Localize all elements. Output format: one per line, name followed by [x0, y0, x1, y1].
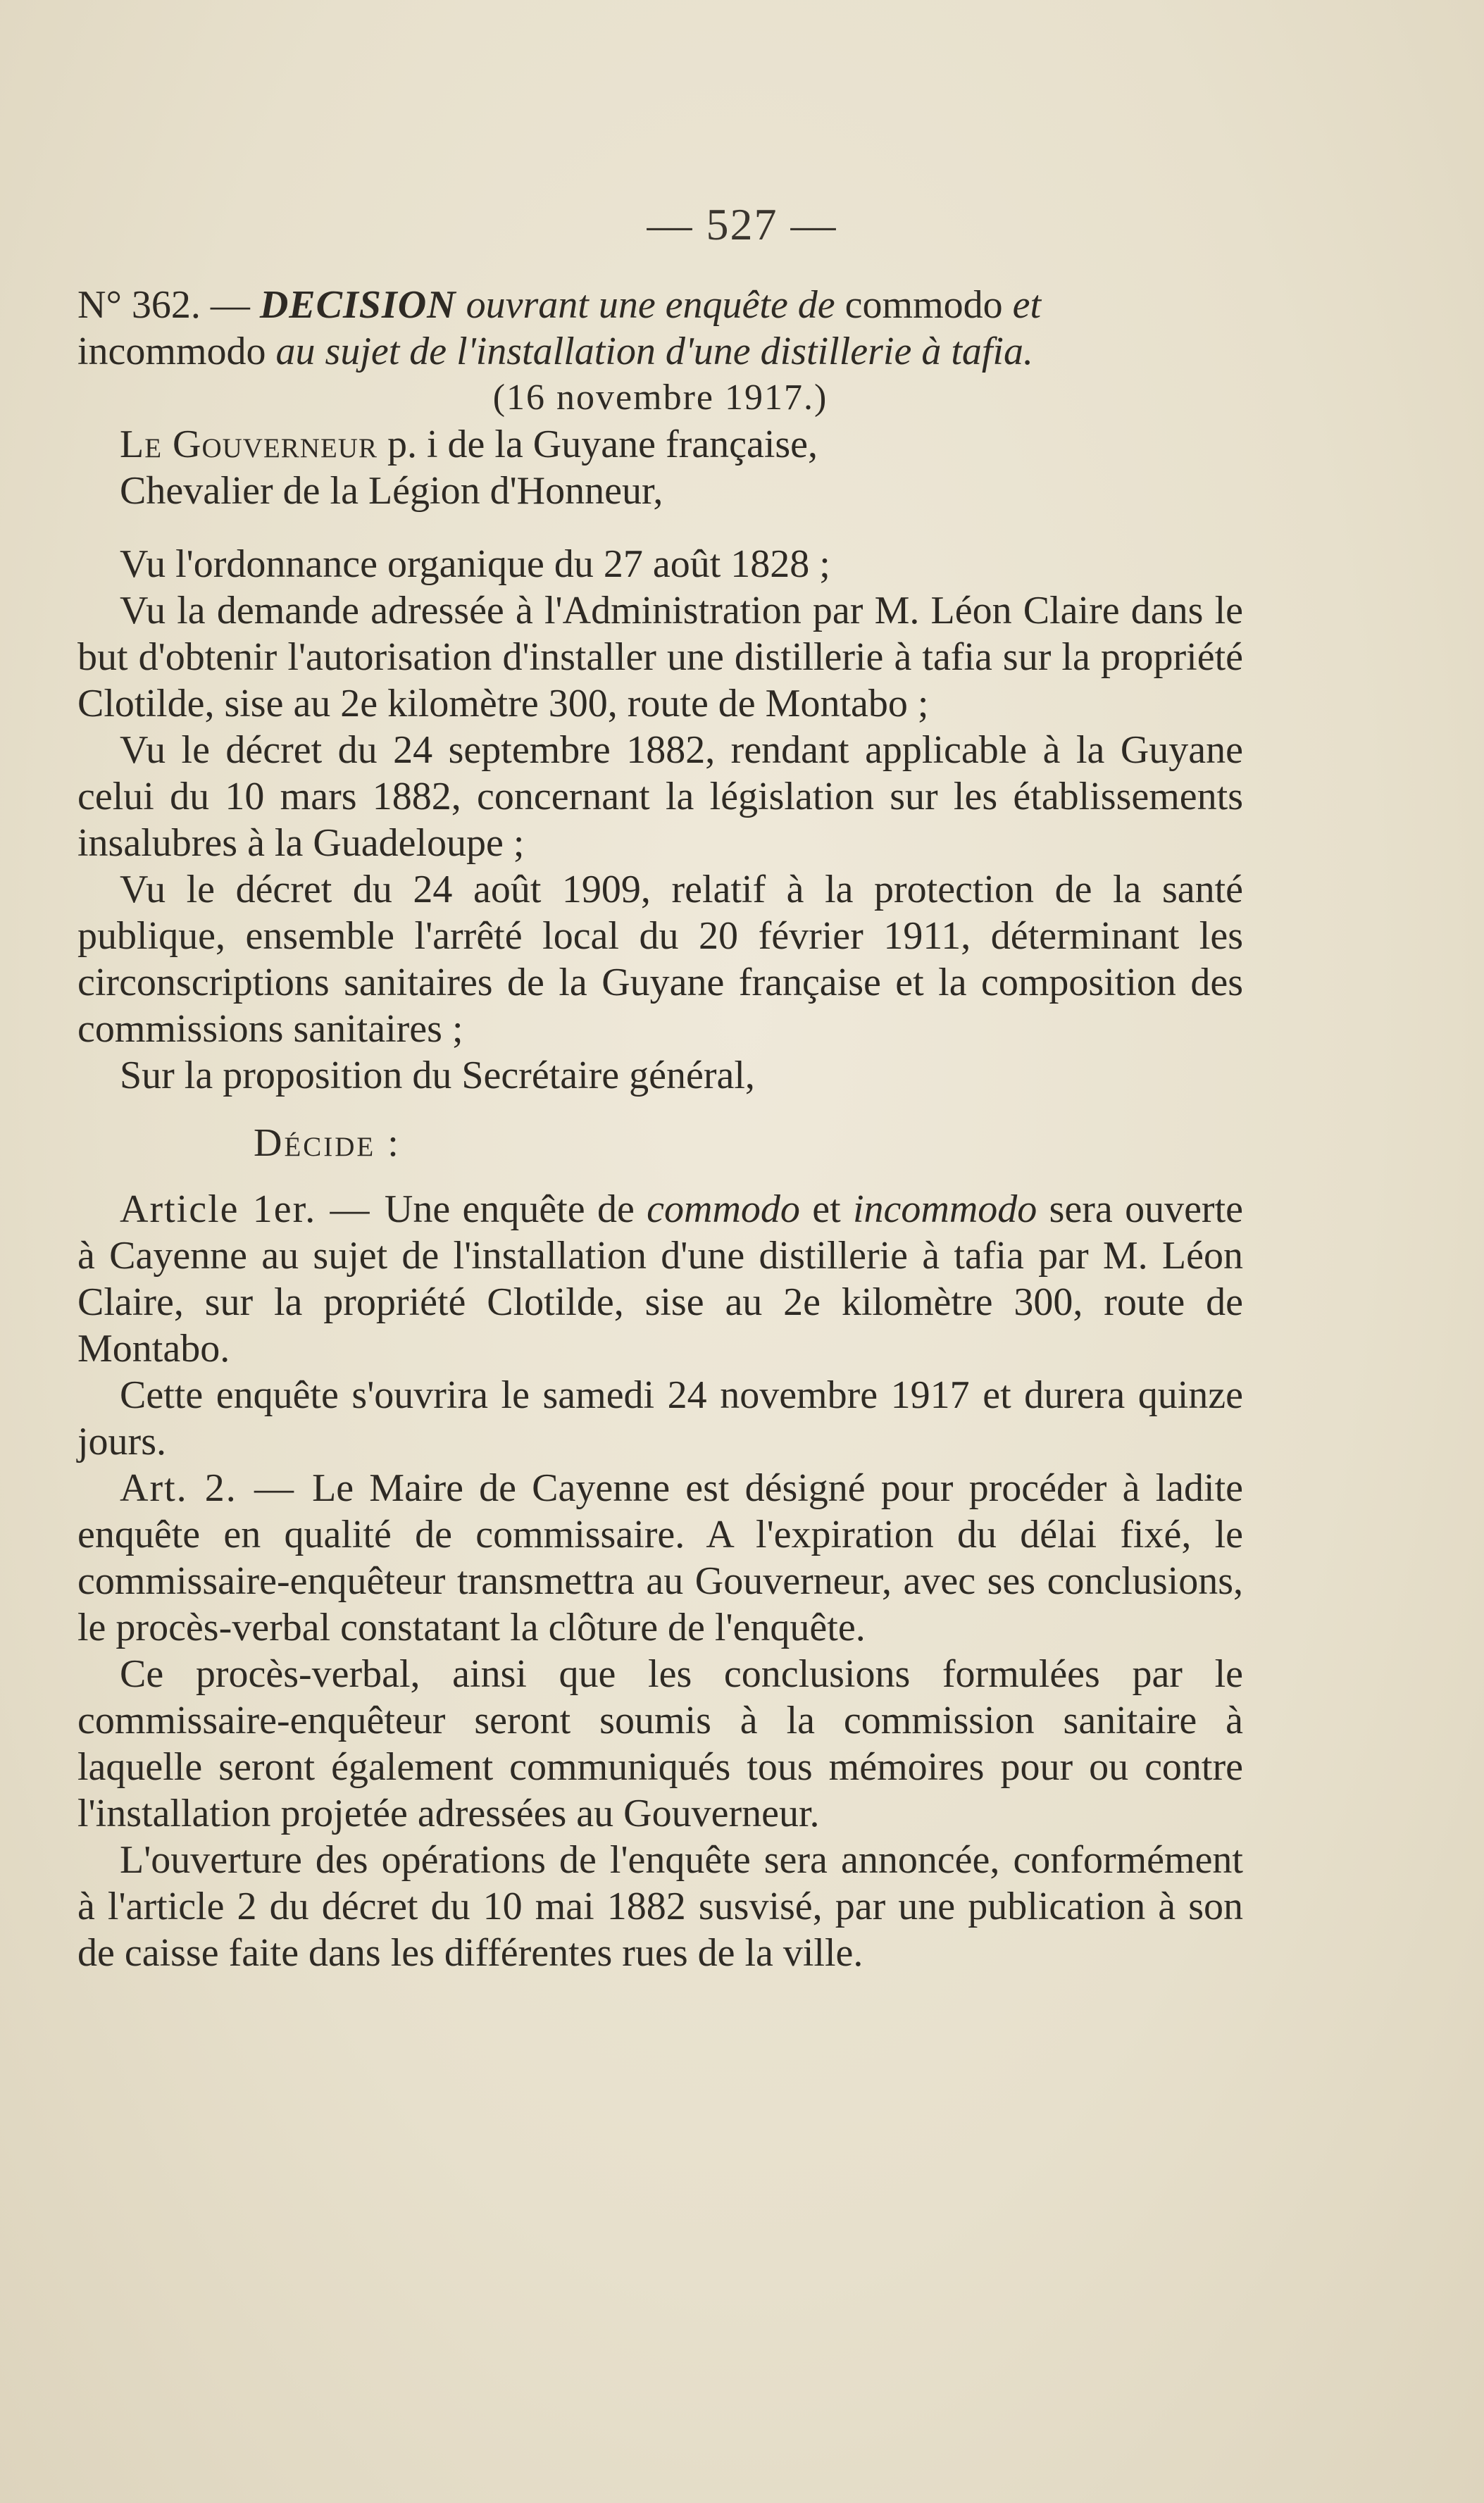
article-2: [77, 1465, 1243, 1651]
governor-line-1: [77, 421, 1243, 468]
consideration-3: Vu le décret du 24 septembre 1882, rendant applicable à la Guyane celui du 10 mars 1882, concernant la législation sur les établissements insalubres à la Guadeloupe ;: [77, 728, 1243, 865]
title-incommodo: incommodo: [77, 330, 266, 373]
governor-title: Le Gouverneur: [120, 423, 378, 466]
article-1-paragraph-2: Cette enquête s'ouvrira le samedi 24 novembre 1917 et durera quinze jours.: [77, 1373, 1243, 1463]
article-1: [77, 1186, 1243, 1372]
article-1-label: Article 1er. —: [120, 1187, 385, 1231]
governor-line-1-rest: p. i de la Guyane française,: [377, 423, 818, 466]
article-1-text-c: sera ouverte à Cayenne au sujet de l'installation d'une distillerie à tafia par M. Léon Claire, sur la propriété Clotilde, sise au 2e kilomètre 300, route de Montabo.: [77, 1187, 1243, 1371]
article-1-text-a: Une enquête de: [384, 1187, 647, 1231]
decide-heading: Décide :: [254, 1121, 401, 1165]
title-italic-3: au sujet de l'installation d'une distillerie à tafia.: [266, 330, 1033, 373]
article-2-label: Art. 2. —: [120, 1466, 313, 1510]
consideration-1: Vu l'ordonnance organique du 27 août 1828 ;: [120, 542, 830, 586]
article-1-text-b: et: [799, 1187, 853, 1231]
page-number: — 527 —: [647, 199, 837, 249]
decision-number: N° 362. —: [77, 283, 260, 327]
article-2-paragraph-2: Ce procès-verbal, ainsi que les conclusions formulées par le commissaire-enquêteur seront soumis à la commission sanitaire à laquelle seront également communiqués tous mémoires pour ou contre l'installation projetée adressées au Gouverneur.: [77, 1652, 1243, 1835]
decision-title: [77, 282, 1243, 375]
article-2-text: Le Maire de Cayenne est désigné pour procéder à ladite enquête en qualité de commissaire. A l'expiration du délai fixé, le commissaire-enquêteur transmettra au Gouverneur, avec ses conclusions, le procès-verbal constatant la clôture de l'enquête.: [77, 1466, 1243, 1649]
article-1-incommodo: incommodo: [852, 1187, 1037, 1231]
consideration-2: Vu la demande adressée à l'Administration par M. Léon Claire dans le but d'obtenir l'autorisation d'installer une distillerie à tafia sur la propriété Clotilde, sise au 2e kilomètre 300, route de Montabo ;: [77, 589, 1243, 725]
title-italic-1: ouvrant une enquête de: [456, 283, 845, 327]
consideration-4: Vu le décret du 24 août 1909, relatif à la protection de la santé publique, ensemble l'arrêté local du 20 février 1911, déterminant les circonscriptions sanitaires de la Guyane française et la composition des commissions sanitaires ;: [77, 868, 1243, 1051]
governor-line-2: Chevalier de la Légion d'Honneur,: [120, 469, 663, 513]
article-1-commodo: commodo: [647, 1187, 800, 1231]
title-italic-2: et: [1002, 283, 1042, 327]
document-body: [77, 282, 1243, 1976]
article-2-paragraph-3: L'ouverture des opérations de l'enquête sera annoncée, conformément à l'article 2 du décret du 10 mai 1882 susvisé, par une publication à son de caisse faite dans les différentes rues de la ville.: [77, 1838, 1243, 1975]
spacer: [77, 514, 1243, 541]
decision-heading: DECISION: [259, 283, 456, 327]
title-commodo: commodo: [844, 283, 1003, 327]
decision-date: (16 novembre 1917.): [492, 377, 828, 418]
consideration-5: Sur la proposition du Secrétaire général,: [120, 1054, 755, 1097]
